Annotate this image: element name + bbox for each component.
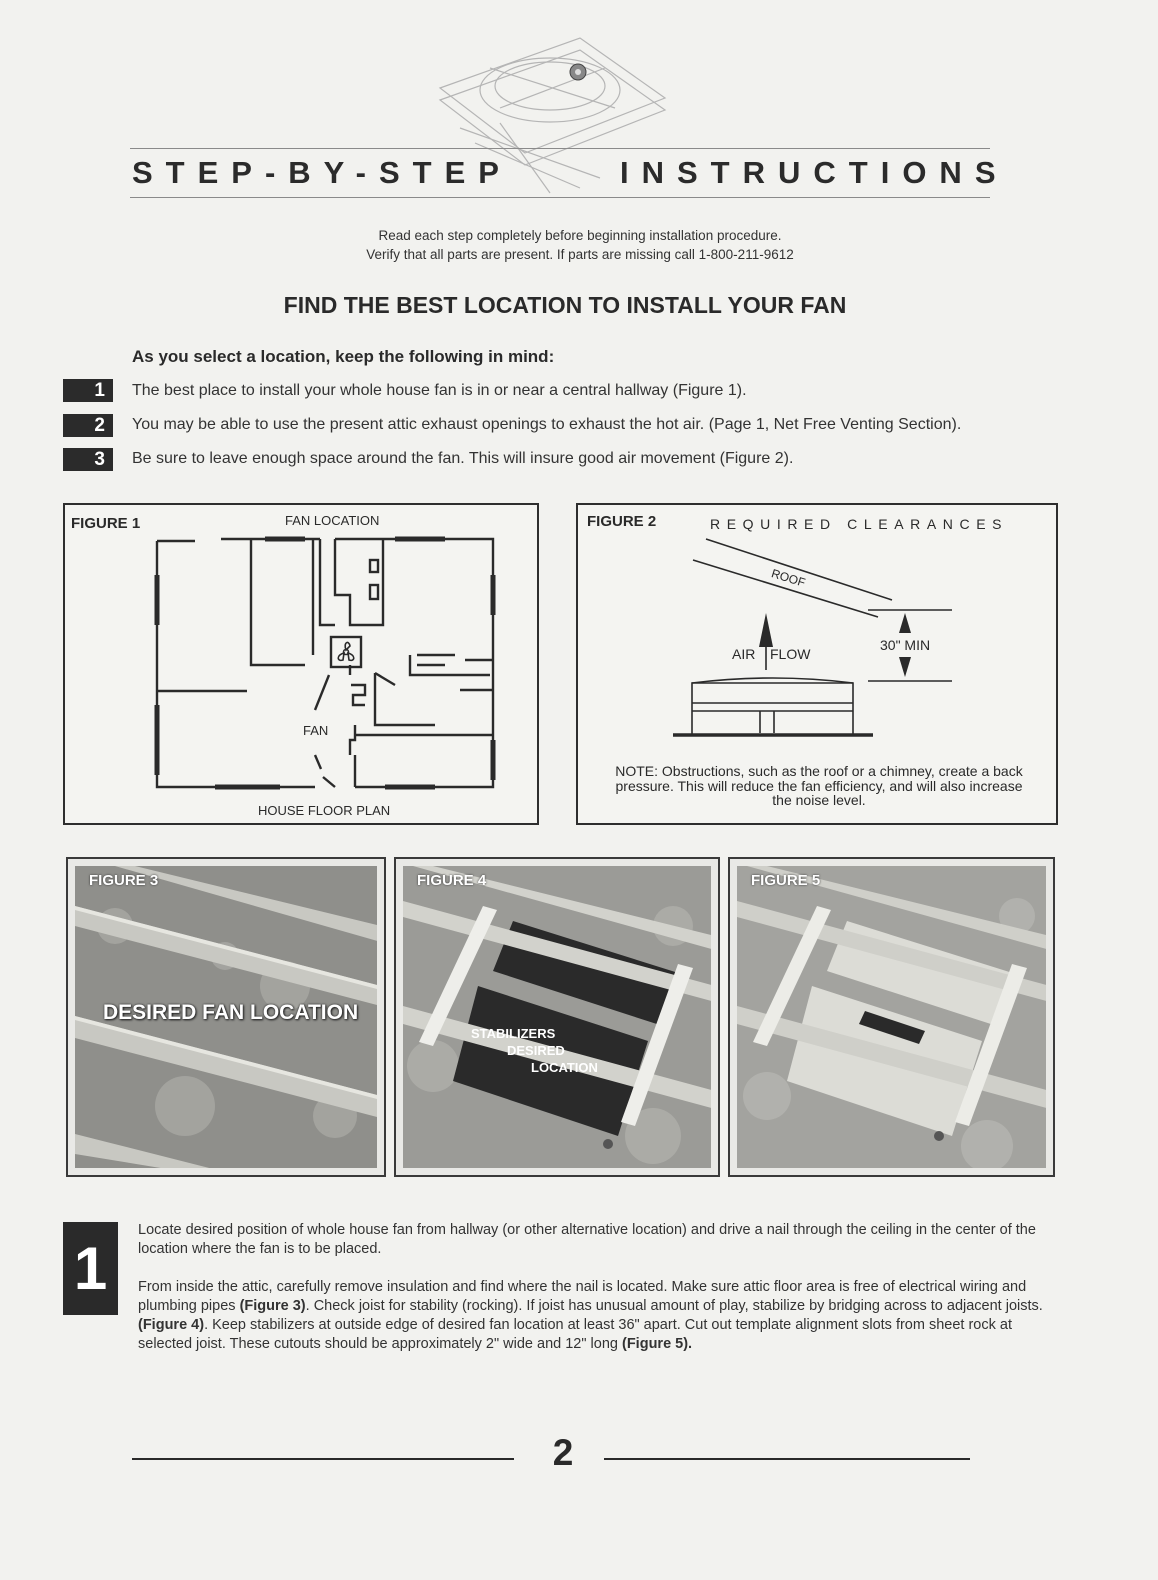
- roof-label: ROOF: [769, 566, 807, 590]
- figure-4-label: FIGURE 4: [417, 872, 487, 889]
- house-floor-plan-caption: HOUSE FLOOR PLAN: [258, 803, 391, 818]
- figure-1-box: [63, 503, 539, 825]
- tip-3-badge: 3: [63, 448, 113, 471]
- figure-4-ref: (Figure 4): [138, 1317, 205, 1333]
- figure-2-box: [576, 503, 1058, 825]
- stabilizers-overlay: STABILIZERS: [471, 1026, 556, 1041]
- step-1-paragraph-2: [138, 1278, 1056, 1354]
- step-1-para2-part-b: . Check joist for stability (rocking). If joist has unusual amount of play, stabilize by bridging across to adjacent joists.: [305, 1298, 1043, 1314]
- figure-3-label: FIGURE 3: [89, 872, 159, 889]
- figure-5-image: [737, 866, 1046, 1168]
- figure-3-photo: [66, 857, 386, 1177]
- page-number: 2: [552, 1432, 574, 1473]
- intro-line-1: Read each step completely before beginning installation procedure.: [378, 228, 782, 243]
- min-clearance-label: 30" MIN: [880, 637, 931, 653]
- subheading: As you select a location, keep the following in mind:: [132, 347, 555, 366]
- figure-3-image: [75, 866, 377, 1168]
- step-1-paragraph-1: Locate desired position of whole house fan from hallway (or other alternative location) and drive a nail through the ceiling in the center of the location where the fan is to be placed.: [138, 1222, 1036, 1257]
- required-clearances-title: REQUIRED CLEARANCES: [710, 516, 1009, 532]
- intro-line-2: Verify that all parts are present. If parts are missing call 1-800-211-9612: [366, 247, 794, 262]
- step-1-para2-part-c: . Keep stabilizers at outside edge of desired fan location at least 36" apart. Cut out template alignment slots from sheet rock at selected joist. These cutouts should be approximately 2" wide and 12" long: [138, 1317, 1012, 1352]
- tip-3-text: Be sure to leave enough space around the fan. This will insure good air movement (Figure 2).: [132, 450, 794, 467]
- footer-rule-right: [604, 1458, 970, 1460]
- desired-fan-location-overlay: DESIRED FAN LOCATION: [103, 1001, 359, 1024]
- header-top-rule: [130, 148, 990, 149]
- figure-4-image: [403, 866, 711, 1168]
- note-text: Obstructions, such as the roof or a chimney, create a back pressure. This will reduce the fan efficiency, and will also increase the noise level.: [615, 763, 1023, 808]
- desired-overlay: DESIRED: [507, 1043, 565, 1058]
- figure-1-label: FIGURE 1: [71, 515, 141, 532]
- step-1-badge: 1: [63, 1222, 118, 1315]
- figure-5-ref: (Figure 5).: [622, 1336, 693, 1352]
- header-title-left: STEP-BY-STEP: [132, 155, 512, 190]
- figure-2-note: [604, 764, 1034, 808]
- header-title-right: INSTRUCTIONS: [620, 155, 1009, 190]
- tip-2-badge: 2: [63, 414, 113, 437]
- footer-rule-left: [132, 1458, 514, 1460]
- intro-text: [300, 226, 860, 264]
- tip-2-text: You may be able to use the present attic exhaust openings to exhaust the hot air. (Page 1, Net Free Venting Section).: [132, 416, 962, 433]
- location-overlay: LOCATION: [531, 1060, 598, 1075]
- tip-1-badge: 1: [63, 379, 113, 402]
- house-floor-plan-drawing: [65, 505, 537, 823]
- flow-label: FLOW: [770, 646, 811, 662]
- figure-2-label: FIGURE 2: [587, 513, 657, 530]
- fan-label: FAN: [303, 723, 329, 738]
- main-heading: FIND THE BEST LOCATION TO INSTALL YOUR FAN: [283, 292, 847, 318]
- figure-4-photo: [394, 857, 720, 1177]
- figure-5-label: FIGURE 5: [751, 872, 821, 889]
- fan-location-label: FAN LOCATION: [285, 513, 380, 528]
- note-label: NOTE:: [615, 763, 659, 779]
- tip-1-text: The best place to install your whole house fan is in or near a central hallway (Figure 1).: [132, 382, 747, 399]
- fan-symbol-icon: [338, 643, 354, 661]
- stabilizers-drawing: [403, 866, 711, 1168]
- step-1-para2-part-a: From inside the attic, carefully remove insulation and find where the nail is located. Make sure attic floor area is free of electrical wiring and plumbing pipes: [138, 1279, 1027, 1314]
- figure-5-photo: [728, 857, 1055, 1177]
- cutout-slots-drawing: [737, 866, 1046, 1168]
- header-bottom-rule: [130, 197, 990, 198]
- figure-3-ref: (Figure 3): [239, 1298, 306, 1314]
- air-label: AIR: [732, 646, 756, 662]
